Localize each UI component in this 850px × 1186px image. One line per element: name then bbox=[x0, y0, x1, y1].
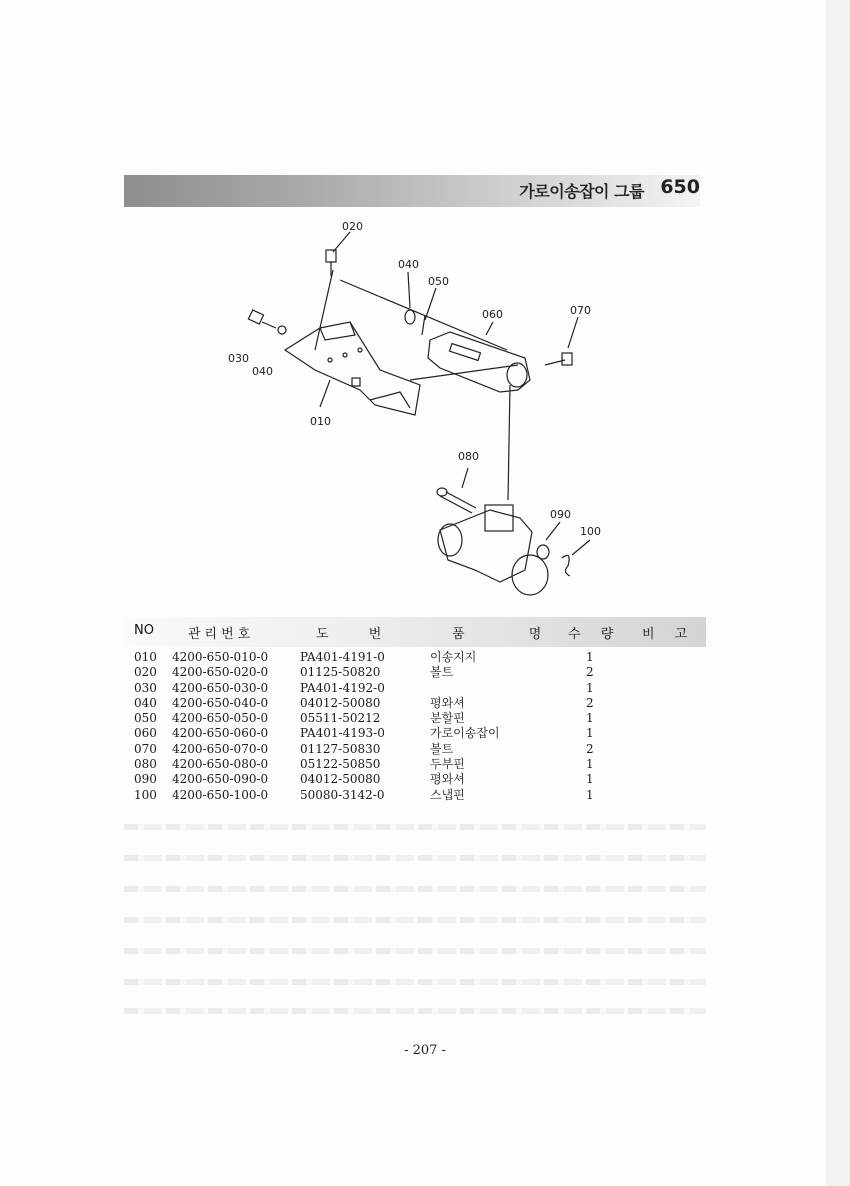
cell-name: 평와셔 bbox=[430, 772, 465, 787]
cell-qty: 1 bbox=[586, 772, 594, 787]
cell-no: 010 bbox=[134, 650, 157, 664]
label-100: 100 bbox=[580, 525, 601, 538]
section-title: 가로이송잡이 그룹 bbox=[519, 182, 644, 201]
cell-qty: 1 bbox=[586, 787, 594, 802]
cell-drawing: 05511-50212 bbox=[300, 711, 381, 726]
cell-drawing: 04012-50080 bbox=[300, 772, 381, 787]
cell-drawing: 05122-50850 bbox=[300, 757, 381, 772]
cell-mgmt: 4200-650-100-0 bbox=[172, 787, 269, 802]
label-040: 040 bbox=[398, 258, 419, 271]
parts-table bbox=[124, 650, 714, 803]
cell-qty: 1 bbox=[586, 680, 594, 695]
cell-mgmt: 4200-650-080-0 bbox=[172, 757, 269, 772]
cell-drawing: PA401-4191-0 bbox=[300, 650, 385, 664]
table-row bbox=[124, 665, 714, 680]
cell-no: 060 bbox=[134, 726, 157, 741]
cell-mgmt: 4200-650-030-0 bbox=[172, 680, 269, 695]
col-note: 비 고 bbox=[642, 627, 696, 642]
cell-name: 스냅핀 bbox=[430, 787, 465, 802]
label-040b: 040 bbox=[252, 365, 273, 378]
group-number: 650 bbox=[660, 176, 700, 198]
label-030: 030 bbox=[228, 352, 249, 365]
col-qty: 수 량 bbox=[568, 627, 622, 642]
cell-qty: 1 bbox=[586, 650, 594, 664]
table-row bbox=[124, 696, 714, 711]
table-row bbox=[124, 711, 714, 726]
cell-qty: 2 bbox=[586, 665, 594, 680]
cell-name: 이송지지 bbox=[430, 650, 477, 664]
parts-diagram bbox=[200, 210, 640, 610]
label-050: 050 bbox=[428, 275, 449, 288]
cell-drawing: PA401-4193-0 bbox=[300, 726, 385, 741]
cell-qty: 2 bbox=[586, 741, 594, 756]
label-020: 020 bbox=[342, 220, 363, 233]
col-no: NO bbox=[134, 623, 154, 638]
col-name: 품 명 bbox=[452, 627, 572, 642]
col-mgmt: 관리번호 bbox=[188, 627, 255, 642]
col-drawing: 도 번 bbox=[316, 627, 400, 642]
cell-qty: 1 bbox=[586, 711, 594, 726]
cell-qty: 1 bbox=[586, 726, 594, 741]
table-row bbox=[124, 742, 714, 757]
scan-noise bbox=[124, 979, 706, 985]
section-header bbox=[124, 175, 700, 207]
label-080: 080 bbox=[458, 450, 479, 463]
cell-qty: 1 bbox=[586, 757, 594, 772]
table-row bbox=[124, 772, 714, 787]
cell-no: 070 bbox=[134, 741, 157, 756]
cell-name: 볼트 bbox=[430, 741, 454, 756]
scan-noise bbox=[124, 886, 706, 892]
cell-mgmt: 4200-650-090-0 bbox=[172, 772, 269, 787]
table-row bbox=[124, 788, 714, 803]
cell-no: 050 bbox=[134, 711, 157, 726]
cell-name: 볼트 bbox=[430, 665, 454, 680]
cell-no: 040 bbox=[134, 695, 157, 710]
cell-no: 080 bbox=[134, 757, 157, 772]
cell-no: 020 bbox=[134, 665, 157, 680]
page-number: - 207 - bbox=[404, 1043, 446, 1058]
cell-drawing: 01125-50820 bbox=[300, 665, 381, 680]
scan-noise bbox=[124, 855, 706, 861]
cell-mgmt: 4200-650-040-0 bbox=[172, 695, 269, 710]
table-row bbox=[124, 726, 714, 741]
label-090: 090 bbox=[550, 508, 571, 521]
label-010: 010 bbox=[310, 415, 331, 428]
scan-noise bbox=[124, 948, 706, 954]
cell-drawing: 01127-50830 bbox=[300, 741, 381, 756]
table-row bbox=[124, 681, 714, 696]
label-060: 060 bbox=[482, 308, 503, 321]
cell-mgmt: 4200-650-070-0 bbox=[172, 741, 269, 756]
cell-mgmt: 4200-650-010-0 bbox=[172, 650, 269, 664]
cell-qty: 2 bbox=[586, 695, 594, 710]
page-edge bbox=[826, 0, 850, 1186]
scan-noise bbox=[124, 1008, 706, 1014]
cell-mgmt: 4200-650-060-0 bbox=[172, 726, 269, 741]
label-070: 070 bbox=[570, 304, 591, 317]
cell-drawing: PA401-4192-0 bbox=[300, 680, 385, 695]
table-row bbox=[124, 757, 714, 772]
scan-noise bbox=[124, 917, 706, 923]
table-row bbox=[124, 650, 714, 665]
cell-no: 100 bbox=[134, 787, 157, 802]
cell-name: 분할핀 bbox=[430, 711, 465, 726]
cell-name: 가로이송잡이 bbox=[430, 726, 500, 741]
table-header bbox=[124, 617, 706, 647]
cell-no: 090 bbox=[134, 772, 157, 787]
cell-mgmt: 4200-650-050-0 bbox=[172, 711, 269, 726]
cell-drawing: 04012-50080 bbox=[300, 695, 381, 710]
cell-mgmt: 4200-650-020-0 bbox=[172, 665, 269, 680]
cell-no: 030 bbox=[134, 680, 157, 695]
cell-name: 평와셔 bbox=[430, 695, 465, 710]
scan-noise bbox=[124, 824, 706, 830]
cell-name: 두부핀 bbox=[430, 757, 465, 772]
cell-drawing: 50080-3142-0 bbox=[300, 787, 385, 802]
